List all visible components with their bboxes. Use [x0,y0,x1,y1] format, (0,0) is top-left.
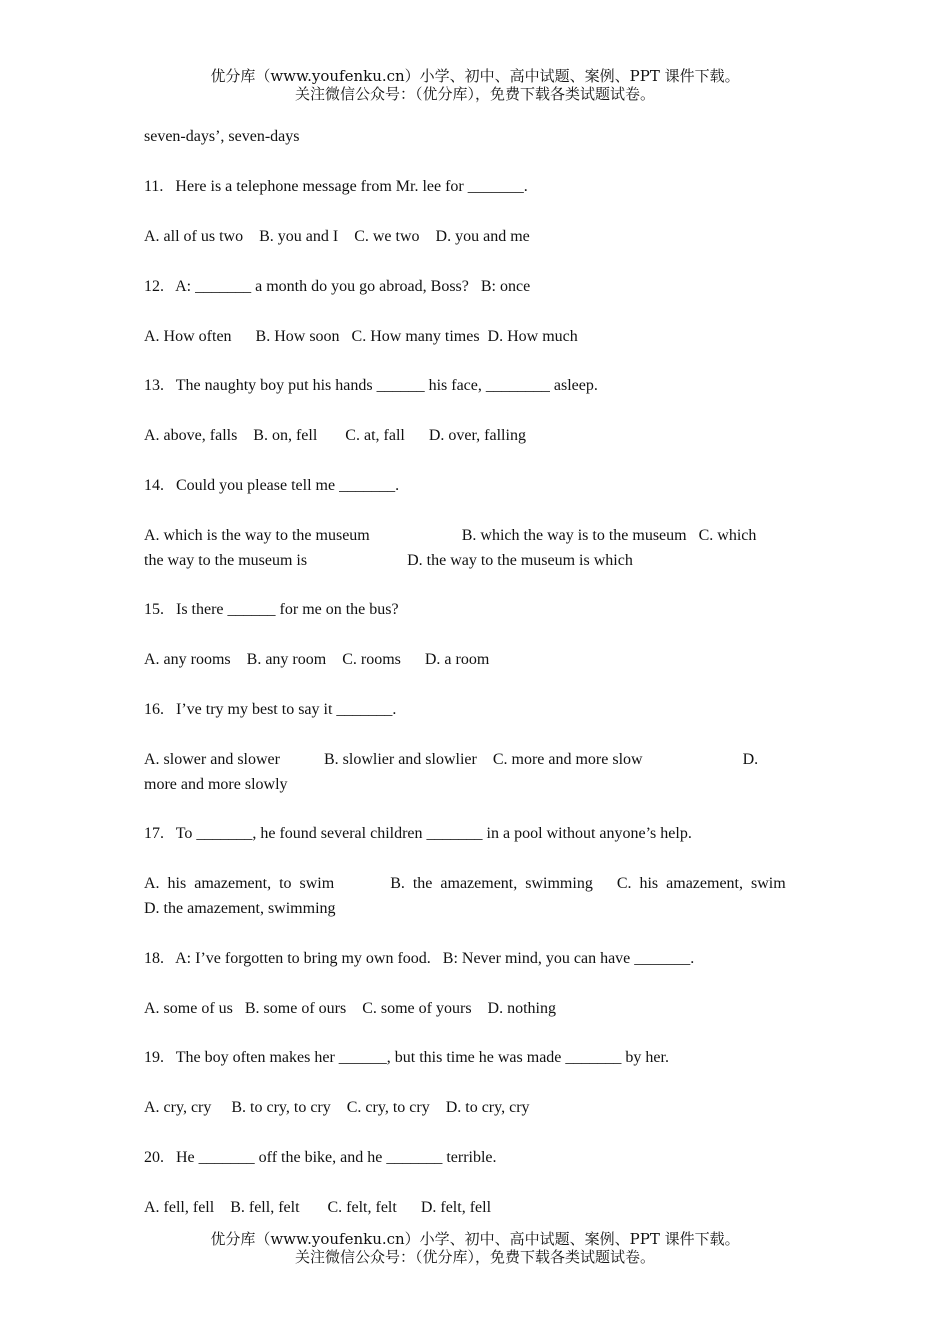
question-20-stem: 20. He _______ off the bike, and he _______ terrible. [144,1149,497,1166]
question-13-stem: 13. The naughty boy put his hands ______ his face, ________ asleep. [144,377,598,394]
footer-line-2: 关注微信公众号：（优分库），免费下载各类试题试卷。 [294,1248,655,1266]
question-14-stem: 14. Could you please tell me _______. [144,477,400,494]
question-12-stem: 12. A: _______ a month do you go abroad, Boss? B: once [144,278,531,295]
question-20-options: A. fell, fell B. fell, felt C. felt, felt D. felt, fell [144,1199,492,1216]
question-17-options-line-2: D. the amazement, swimming [144,900,336,917]
question-14-options-line-1: A. which is the way to the museum B. which the way is to the museum C. which [144,527,757,544]
question-13-options: A. above, falls B. on, fell C. at, fall D. over, falling [144,427,526,444]
header-line-1: 优分库（www.youfenku.cn）小学、初中、高中试题、案例、PPT 课件下载。 [210,67,740,85]
question-18-options: A. some of us B. some of ours C. some of yours D. nothing [144,1000,556,1017]
question-19-stem: 19. The boy often makes her ______, but this time he was made _______ by her. [144,1049,669,1066]
question-17-stem: 17. To _______, he found several children _______ in a pool without anyone’s help. [144,825,692,842]
question-16-options-line-2: more and more slowly [144,776,288,793]
page-header [0,67,950,103]
question-12-options: A. How often B. How soon C. How many times D. How much [144,328,578,345]
footer-line-1: 优分库（www.youfenku.cn）小学、初中、高中试题、案例、PPT 课件下载。 [210,1230,740,1248]
question-16-options-line-1: A. slower and slower B. slowlier and slowlier C. more and more slow D. [144,751,759,768]
question-17-options-line-1: A. his amazement, to swim B. the amazement, swimming C. his amazement, swim [144,875,786,892]
question-11-options: A. all of us two B. you and I C. we two D. you and me [144,228,530,245]
question-18-stem: 18. A: I’ve forgotten to bring my own food. B: Never mind, you can have _______. [144,950,695,967]
question-15-options: A. any rooms B. any room C. rooms D. a room [144,651,490,668]
header-line-2: 关注微信公众号：（优分库），免费下载各类试题试卷。 [294,85,655,103]
question-16-stem: 16. I’ve try my best to say it _______. [144,701,397,718]
question-11-stem: 11. Here is a telephone message from Mr. lee for _______. [144,178,528,195]
question-15-stem: 15. Is there ______ for me on the bus? [144,601,399,618]
question-19-options: A. cry, cry B. to cry, to cry C. cry, to cry D. to cry, cry [144,1099,530,1116]
page-footer [0,1230,950,1266]
question-14-options-line-2: the way to the museum is D. the way to the museum is which [144,552,633,569]
leading-text: seven-days’, seven-days [144,128,300,145]
